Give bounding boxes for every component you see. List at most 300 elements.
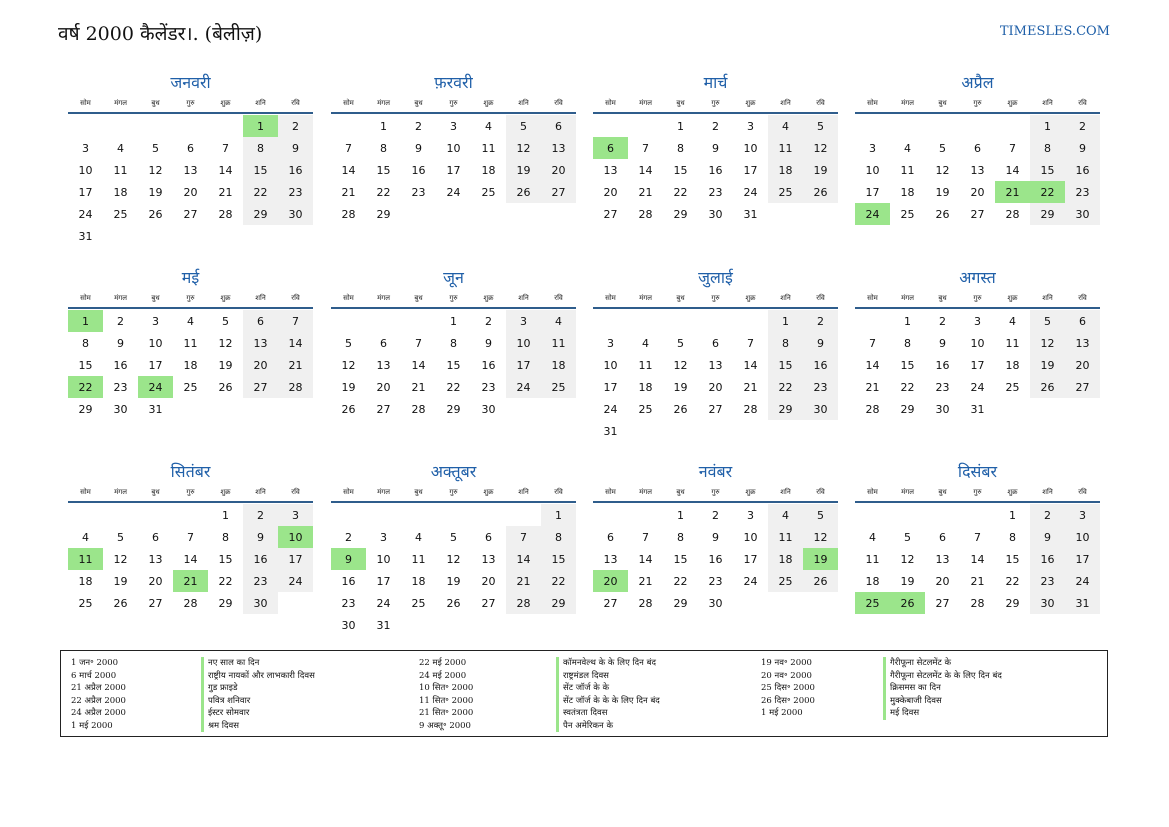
holiday-day-cell: 22 [1030, 181, 1065, 203]
day-cell: 27 [481, 596, 496, 610]
weekday-label: गुरु [186, 488, 195, 496]
day-cell: 21 [970, 574, 985, 588]
day-cell: 18 [768, 159, 803, 181]
holiday-day-cell: 21 [995, 181, 1030, 203]
day-cell: 6 [152, 530, 159, 544]
holiday-day-cell: 24 [138, 376, 173, 398]
day-cell: 29 [673, 207, 688, 221]
day-cell: 27 [243, 376, 278, 398]
legend-entry: पवित्र शनिवार [208, 695, 251, 706]
day-cell: 20 [603, 185, 618, 199]
day-cell: 14 [1005, 163, 1020, 177]
day-cell: 7 [506, 526, 541, 548]
day-cell: 1 [380, 119, 387, 133]
weekday-label: रवि [554, 294, 563, 302]
day-cell: 11 [1005, 336, 1020, 350]
holiday-day-cell: 19 [803, 548, 838, 570]
day-cell: 6 [974, 141, 981, 155]
month-calendar [593, 70, 838, 225]
weekday-label: गुरु [186, 99, 195, 107]
day-cell: 10 [78, 163, 93, 177]
day-cell: 30 [708, 207, 723, 221]
day-cell: 4 [541, 310, 576, 332]
day-cell: 2 [712, 508, 719, 522]
day-cell: 5 [803, 115, 838, 137]
day-cell: 27 [183, 207, 198, 221]
weekday-label: गुरु [449, 488, 458, 496]
legend-entry: गुड फ्राइडे [208, 683, 238, 693]
day-cell: 19 [1030, 354, 1065, 376]
legend-entry: 26 दिस॰ 2000 [761, 695, 815, 706]
empty-cell [890, 115, 925, 137]
day-cell: 28 [341, 207, 356, 221]
day-cell: 17 [278, 548, 313, 570]
day-cell: 1 [222, 508, 229, 522]
day-cell: 30 [278, 203, 313, 225]
day-cell: 9 [415, 141, 422, 155]
day-grid [593, 114, 838, 225]
day-cell: 10 [446, 141, 461, 155]
weekday-label: सोम [343, 99, 354, 107]
day-cell: 16 [803, 354, 838, 376]
day-cell: 18 [865, 574, 880, 588]
legend-entry: 10 सित॰ 2000 [419, 683, 474, 693]
day-cell: 2 [485, 314, 492, 328]
empty-cell [995, 115, 1030, 137]
holiday-day-cell: 21 [173, 570, 208, 592]
empty-cell [506, 504, 541, 526]
day-cell: 10 [603, 358, 618, 372]
day-cell: 10 [970, 336, 985, 350]
day-cell: 6 [485, 530, 492, 544]
day-cell: 30 [935, 402, 950, 416]
day-cell: 20 [970, 185, 985, 199]
day-cell: 12 [341, 358, 356, 372]
weekday-label: शुक्र [483, 488, 494, 496]
day-cell: 19 [506, 159, 541, 181]
weekday-label: गुरु [449, 294, 458, 302]
empty-cell [366, 310, 401, 332]
weekday-label: बुध [414, 294, 423, 302]
day-cell: 17 [743, 552, 758, 566]
weekday-header [68, 485, 313, 503]
weekday-label: गुरु [186, 294, 195, 302]
day-cell: 29 [541, 592, 576, 614]
day-cell: 20 [1065, 354, 1100, 376]
day-cell: 21 [638, 574, 653, 588]
day-cell: 12 [506, 137, 541, 159]
weekday-header [855, 96, 1100, 114]
weekday-label: सोम [80, 294, 91, 302]
day-cell: 24 [278, 570, 313, 592]
weekday-header [855, 291, 1100, 309]
legend-entry: 22 अप्रैल 2000 [71, 695, 126, 706]
day-cell: 9 [278, 137, 313, 159]
day-cell: 23 [708, 185, 723, 199]
weekday-label: रवि [1078, 294, 1087, 302]
day-cell: 14 [183, 552, 198, 566]
day-cell: 2 [243, 504, 278, 526]
day-cell: 28 [183, 596, 198, 610]
holiday-day-cell: 25 [855, 592, 890, 614]
day-cell: 28 [411, 402, 426, 416]
day-cell: 13 [376, 358, 391, 372]
legend-entry: 9 अक्तू॰ 2000 [419, 720, 471, 731]
day-cell: 29 [768, 398, 803, 420]
day-cell: 25 [638, 402, 653, 416]
day-grid [593, 503, 838, 614]
legend-entry: 24 मई 2000 [419, 670, 467, 681]
month-name: मई [181, 268, 200, 287]
empty-cell [593, 310, 628, 332]
weekday-label: शुक्र [220, 294, 231, 302]
day-cell: 23 [341, 596, 356, 610]
day-cell: 23 [1030, 570, 1065, 592]
day-cell: 3 [506, 310, 541, 332]
day-cell: 18 [481, 163, 496, 177]
day-cell: 12 [148, 163, 163, 177]
empty-cell [173, 504, 208, 526]
day-cell: 9 [712, 530, 719, 544]
day-cell: 9 [485, 336, 492, 350]
day-cell: 13 [603, 163, 618, 177]
day-cell: 17 [78, 185, 93, 199]
holiday-legend [60, 650, 1108, 737]
day-cell: 29 [900, 402, 915, 416]
month-calendar [855, 459, 1100, 614]
empty-cell [855, 115, 890, 137]
day-cell: 25 [900, 207, 915, 221]
day-cell: 8 [1009, 530, 1016, 544]
weekday-label: बुध [938, 488, 947, 496]
day-cell: 21 [865, 380, 880, 394]
day-cell: 7 [222, 141, 229, 155]
weekday-label: रवि [554, 488, 563, 496]
weekday-label: गुरु [711, 294, 720, 302]
day-cell: 5 [803, 504, 838, 526]
day-cell: 8 [541, 526, 576, 548]
day-cell: 31 [970, 402, 985, 416]
day-cell: 23 [935, 380, 950, 394]
day-cell: 14 [638, 163, 653, 177]
day-cell: 10 [743, 141, 758, 155]
day-cell: 8 [243, 137, 278, 159]
day-cell: 19 [900, 574, 915, 588]
empty-cell [960, 504, 995, 526]
day-cell: 5 [939, 141, 946, 155]
day-cell: 6 [712, 336, 719, 350]
weekday-label: मंगल [901, 488, 914, 496]
empty-cell [698, 310, 733, 332]
day-cell: 16 [278, 159, 313, 181]
weekday-label: रवि [291, 294, 300, 302]
weekday-label: बुध [676, 488, 685, 496]
legend-entry: नए साल का दिन [208, 658, 260, 668]
weekday-label: शुक्र [220, 99, 231, 107]
day-cell: 18 [768, 548, 803, 570]
day-cell: 17 [446, 163, 461, 177]
day-cell: 24 [376, 596, 391, 610]
weekday-label: बुध [938, 99, 947, 107]
day-cell: 6 [607, 530, 614, 544]
day-cell: 18 [900, 185, 915, 199]
day-cell: 21 [278, 354, 313, 376]
day-cell: 21 [743, 380, 758, 394]
weekday-label: बुध [414, 488, 423, 496]
weekday-label: मंगल [114, 99, 127, 107]
day-cell: 26 [506, 181, 541, 203]
day-cell: 14 [218, 163, 233, 177]
day-cell: 8 [380, 141, 387, 155]
day-cell: 25 [411, 596, 426, 610]
legend-entry: राष्ट्रमंडल दिवस [563, 670, 609, 681]
month-calendar [331, 459, 576, 636]
day-cell: 7 [747, 336, 754, 350]
weekday-label: शुक्र [1007, 294, 1018, 302]
day-grid [331, 309, 576, 420]
weekday-label: शनि [780, 99, 791, 107]
day-cell: 5 [677, 336, 684, 350]
weekday-label: शनि [255, 488, 266, 496]
day-cell: 11 [411, 552, 426, 566]
day-cell: 12 [900, 552, 915, 566]
month-name: अगस्त [959, 268, 996, 287]
weekday-label: सोम [867, 99, 878, 107]
day-cell: 3 [152, 314, 159, 328]
day-cell: 24 [743, 185, 758, 199]
day-cell: 25 [481, 185, 496, 199]
day-cell: 4 [642, 336, 649, 350]
day-cell: 3 [278, 504, 313, 526]
day-cell: 27 [708, 402, 723, 416]
day-cell: 5 [222, 314, 229, 328]
month-calendar [593, 459, 838, 614]
day-cell: 3 [747, 119, 754, 133]
month-name: नवंबर [698, 462, 733, 481]
day-cell: 18 [1005, 358, 1020, 372]
day-cell: 11 [638, 358, 653, 372]
day-cell: 20 [376, 380, 391, 394]
day-cell: 20 [708, 380, 723, 394]
weekday-label: सोम [343, 294, 354, 302]
month-calendar [68, 459, 313, 614]
month-calendar [331, 70, 576, 225]
day-cell: 17 [376, 574, 391, 588]
day-cell: 26 [803, 570, 838, 592]
weekday-label: गुरु [973, 294, 982, 302]
day-cell: 14 [341, 163, 356, 177]
day-cell: 25 [78, 596, 93, 610]
legend-entry: 1 जन॰ 2000 [71, 658, 119, 668]
weekday-label: रवि [816, 99, 825, 107]
weekday-label: शनि [255, 294, 266, 302]
day-cell: 31 [78, 229, 93, 243]
day-cell: 13 [935, 552, 950, 566]
day-cell: 26 [803, 181, 838, 203]
day-cell: 25 [113, 207, 128, 221]
day-cell: 21 [638, 185, 653, 199]
weekday-label: सोम [867, 488, 878, 496]
legend-entry: 21 अप्रैल 2000 [71, 683, 126, 693]
day-grid [331, 114, 576, 225]
day-cell: 7 [974, 530, 981, 544]
day-cell: 31 [148, 402, 163, 416]
day-cell: 5 [450, 530, 457, 544]
empty-cell [138, 504, 173, 526]
weekday-header [593, 96, 838, 114]
day-cell: 29 [673, 596, 688, 610]
weekday-label: बुध [414, 99, 423, 107]
day-cell: 1 [541, 504, 576, 526]
weekday-label: शुक्र [745, 99, 756, 107]
day-cell: 15 [376, 163, 391, 177]
empty-cell [68, 504, 103, 526]
day-cell: 29 [376, 207, 391, 221]
day-cell: 6 [187, 141, 194, 155]
day-cell: 28 [970, 596, 985, 610]
site-link[interactable]: TIMESLES.COM [999, 24, 1110, 39]
day-cell: 27 [935, 596, 950, 610]
day-cell: 19 [803, 159, 838, 181]
holiday-day-cell: 26 [890, 592, 925, 614]
legend-entry: सेंट जॉर्ज के के [563, 683, 610, 693]
day-cell: 30 [113, 402, 128, 416]
day-cell: 16 [708, 163, 723, 177]
day-cell: 8 [677, 530, 684, 544]
day-cell: 22 [673, 574, 688, 588]
day-cell: 14 [506, 548, 541, 570]
weekday-label: सोम [605, 488, 616, 496]
day-cell: 4 [117, 141, 124, 155]
weekday-label: शनि [1042, 488, 1053, 496]
empty-cell [366, 504, 401, 526]
day-cell: 7 [278, 310, 313, 332]
weekday-label: बुध [151, 99, 160, 107]
legend-dates-col-2 [419, 657, 473, 732]
day-cell: 4 [869, 530, 876, 544]
day-cell: 5 [117, 530, 124, 544]
day-cell: 31 [603, 424, 618, 438]
day-cell: 10 [1065, 526, 1100, 548]
day-cell: 19 [218, 358, 233, 372]
weekday-label: शुक्र [1007, 488, 1018, 496]
day-cell: 4 [187, 314, 194, 328]
month-name: फ़रवरी [434, 73, 473, 92]
day-cell: 31 [376, 618, 391, 632]
day-cell: 3 [380, 530, 387, 544]
month-name: मार्च [703, 73, 728, 92]
day-cell: 7 [869, 336, 876, 350]
day-grid [331, 503, 576, 636]
day-cell: 28 [278, 376, 313, 398]
day-cell: 7 [345, 141, 352, 155]
day-cell: 4 [415, 530, 422, 544]
month-calendar [855, 70, 1100, 225]
weekday-label: सोम [605, 99, 616, 107]
day-cell: 28 [1005, 207, 1020, 221]
weekday-header [593, 291, 838, 309]
day-cell: 24 [743, 574, 758, 588]
day-cell: 1 [904, 314, 911, 328]
day-cell: 28 [638, 596, 653, 610]
day-cell: 22 [446, 380, 461, 394]
day-cell: 17 [865, 185, 880, 199]
day-cell: 4 [768, 504, 803, 526]
empty-cell [733, 310, 768, 332]
day-cell: 8 [677, 141, 684, 155]
day-cell: 14 [411, 358, 426, 372]
day-cell: 4 [904, 141, 911, 155]
day-cell: 15 [243, 159, 278, 181]
day-cell: 7 [642, 530, 649, 544]
weekday-label: बुध [676, 99, 685, 107]
day-cell: 20 [541, 159, 576, 181]
day-cell: 19 [113, 574, 128, 588]
weekday-header [68, 291, 313, 309]
day-cell: 15 [673, 552, 688, 566]
weekday-label: मंगल [377, 294, 390, 302]
weekday-label: शनि [780, 488, 791, 496]
empty-cell [208, 115, 243, 137]
day-cell: 2 [803, 310, 838, 332]
day-cell: 28 [865, 402, 880, 416]
day-cell: 13 [183, 163, 198, 177]
weekday-label: मंगल [114, 488, 127, 496]
day-cell: 23 [278, 181, 313, 203]
day-cell: 24 [970, 380, 985, 394]
empty-cell [401, 504, 436, 526]
day-cell: 4 [768, 115, 803, 137]
day-cell: 6 [380, 336, 387, 350]
day-cell: 23 [708, 574, 723, 588]
weekday-label: शुक्र [483, 99, 494, 107]
day-cell: 10 [376, 552, 391, 566]
legend-entry: 6 मार्च 2000 [71, 670, 117, 681]
day-cell: 2 [415, 119, 422, 133]
day-cell: 25 [768, 181, 803, 203]
legend-entry: सेंट जॉर्ज के के के लिए दिन बंद [563, 695, 660, 706]
empty-cell [331, 310, 366, 332]
day-cell: 12 [673, 358, 688, 372]
weekday-label: शुक्र [745, 294, 756, 302]
weekday-label: मंगल [639, 488, 652, 496]
day-cell: 30 [341, 618, 356, 632]
day-cell: 5 [152, 141, 159, 155]
day-cell: 9 [939, 336, 946, 350]
day-cell: 18 [183, 358, 198, 372]
weekday-label: शुक्र [1007, 99, 1018, 107]
day-cell: 15 [446, 358, 461, 372]
empty-cell [103, 115, 138, 137]
day-cell: 13 [1065, 332, 1100, 354]
legend-entry: कॉमनवेल्थ के के लिए दिन बंद [563, 658, 656, 668]
day-cell: 15 [1005, 552, 1020, 566]
day-cell: 23 [411, 185, 426, 199]
day-cell: 25 [768, 570, 803, 592]
day-cell: 17 [1065, 548, 1100, 570]
weekday-label: रवि [291, 488, 300, 496]
weekday-label: शनि [1042, 99, 1053, 107]
day-cell: 13 [541, 137, 576, 159]
day-cell: 8 [1030, 137, 1065, 159]
day-cell: 23 [243, 570, 278, 592]
legend-entry: 25 दिस॰ 2000 [761, 683, 815, 693]
day-cell: 6 [1065, 310, 1100, 332]
day-cell: 2 [939, 314, 946, 328]
empty-cell [960, 115, 995, 137]
day-cell: 1 [1009, 508, 1016, 522]
day-cell: 4 [82, 530, 89, 544]
